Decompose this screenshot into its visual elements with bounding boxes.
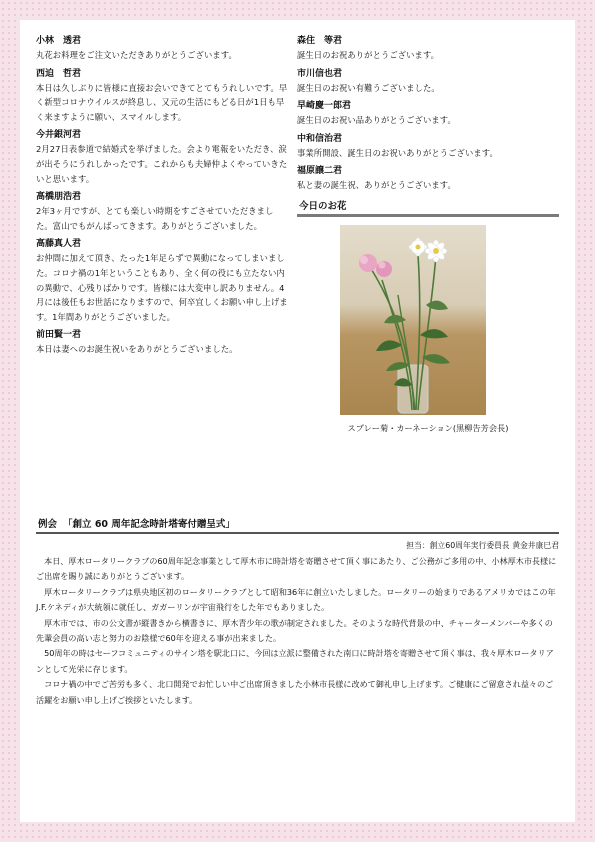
message-item — [297, 132, 559, 161]
report-paragraph: 厚木市では、市の公文書が縦書きから横書きに、厚木青少年の歌が制定されました。そのような時代背景の中、チャーターメンバーや多くの先輩会員の高い志と努力のお陰様で60年を迎える事が出来ました。 — [36, 617, 553, 644]
report-heading: 「創立 60 周年記念時計塔寄付贈呈式」 — [63, 519, 235, 530]
message-text: 2月27日表参道で結婚式を挙げました。会より電報をいただき、涙が出そうにうれしかったです。これからも夫婦仲よくやっていきたいと思います。 — [36, 144, 288, 184]
message-item — [36, 67, 290, 125]
report-paragraph: 厚木ロータリークラブは県央地区初のロータリークラブとして昭和36年に創立いたしました。ロータリーの始まりであるアメリカではこの年J.F.ケネディが大統領に就任し、ガガーリンが宇宙飛行をした年でもありました。 — [36, 586, 556, 613]
member-name: 高藤真人君 — [36, 239, 82, 250]
flower-section-heading: 今日のお花 — [297, 197, 559, 217]
report-author: 担当：創立60周年実行委員長 黄金井康巳君 — [406, 541, 559, 550]
messages-left-column — [36, 34, 290, 361]
flower-illustration — [340, 225, 486, 415]
message-text: 事業所開設、誕生日のお祝いありがとうございます。 — [297, 147, 498, 158]
member-name: 中和信治君 — [297, 133, 343, 144]
message-item — [297, 99, 559, 128]
message-item — [297, 164, 559, 193]
member-name: 前田賢一君 — [36, 330, 82, 341]
messages-right-column — [297, 34, 559, 434]
member-name: 今井銀河君 — [36, 130, 82, 141]
message-text: 誕生日のお祝ありがとうございます。 — [297, 50, 440, 60]
report-section — [36, 516, 559, 708]
member-name: 福原譲二君 — [297, 166, 343, 177]
member-name: 早崎慶一郎君 — [297, 101, 352, 112]
message-text: 丸花お料理をご注文いただきありがとうございます。 — [36, 50, 237, 60]
message-text: お仲間に加えて頂き、たった1年足らずで異動になってしまいました。コロナ禍の1年ということもあり、全く何の役にも立たない内の異動で、心残りばかりです。皆様には大変申し訳ありません。4月には後任もお世話になりますので、何卒宜しくお願い申し上げます。1年間ありがとうございました。 — [36, 253, 288, 322]
member-name: 西迫 哲君 — [36, 68, 82, 79]
message-item — [36, 328, 290, 357]
message-item — [36, 34, 290, 63]
flower-photo — [340, 225, 486, 415]
report-paragraph: 本日、厚木ロータリークラブの60周年記念事業として厚木市に時計塔を寄贈させて頂く事にあたり、ご公務がご多用の中、小林厚木市長様にご出席を賜り誠にありがとうございます。 — [36, 556, 557, 582]
member-name: 市川信也君 — [297, 68, 343, 79]
message-item — [297, 34, 559, 63]
message-item — [297, 67, 559, 96]
message-text: 2年3ヶ月ですが、とても楽しい時期をすごさせていただきました。富山でもがんばってきます。ありがとうございました。 — [36, 206, 274, 231]
report-paragraph: 50周年の時はセーフコミュニティのサイン塔を駅北口に、今回は立派に整備された南口に時計塔を寄贈させて頂く事は、我々厚木ロータリアンとして光栄に存じます。 — [36, 648, 554, 674]
member-name: 森住 等君 — [297, 36, 343, 46]
message-text: 誕生日のお祝い有難うございました。 — [297, 82, 440, 93]
flower-caption: スプレー菊・カーネーション(黒柳告芳会長) — [347, 422, 509, 433]
message-text: 私と妻の誕生祝、ありがとうございます。 — [297, 180, 456, 191]
report-label: 例会 — [38, 519, 58, 530]
message-text: 本日は久しぶりに皆様に直接お会いできてとてもうれしいです。早く新型コロナウイルスが終息し、又元の生活にもどる日が1日も早く来ますように願い、スマイルします。 — [36, 82, 288, 122]
message-text: 誕生日のお祝い品ありがとうございます。 — [297, 115, 456, 126]
message-item — [36, 128, 290, 186]
member-name: 小林 透君 — [36, 36, 82, 46]
page-paper — [20, 20, 575, 822]
message-text: 本日は妻へのお誕生祝いをありがとうございました。 — [36, 344, 238, 355]
message-item — [36, 237, 290, 324]
message-item — [36, 190, 290, 233]
report-title — [36, 516, 559, 534]
member-name: 高橋朋浩君 — [36, 192, 82, 203]
report-paragraph: コロナ禍の中でご苦労も多く、北口開発でお忙しい中ご出席頂きました小林市長様に改めて御礼申し上げます。ご健康にご留意され益々のご活躍をお願い申し上げご挨拶といたします。 — [36, 679, 554, 705]
